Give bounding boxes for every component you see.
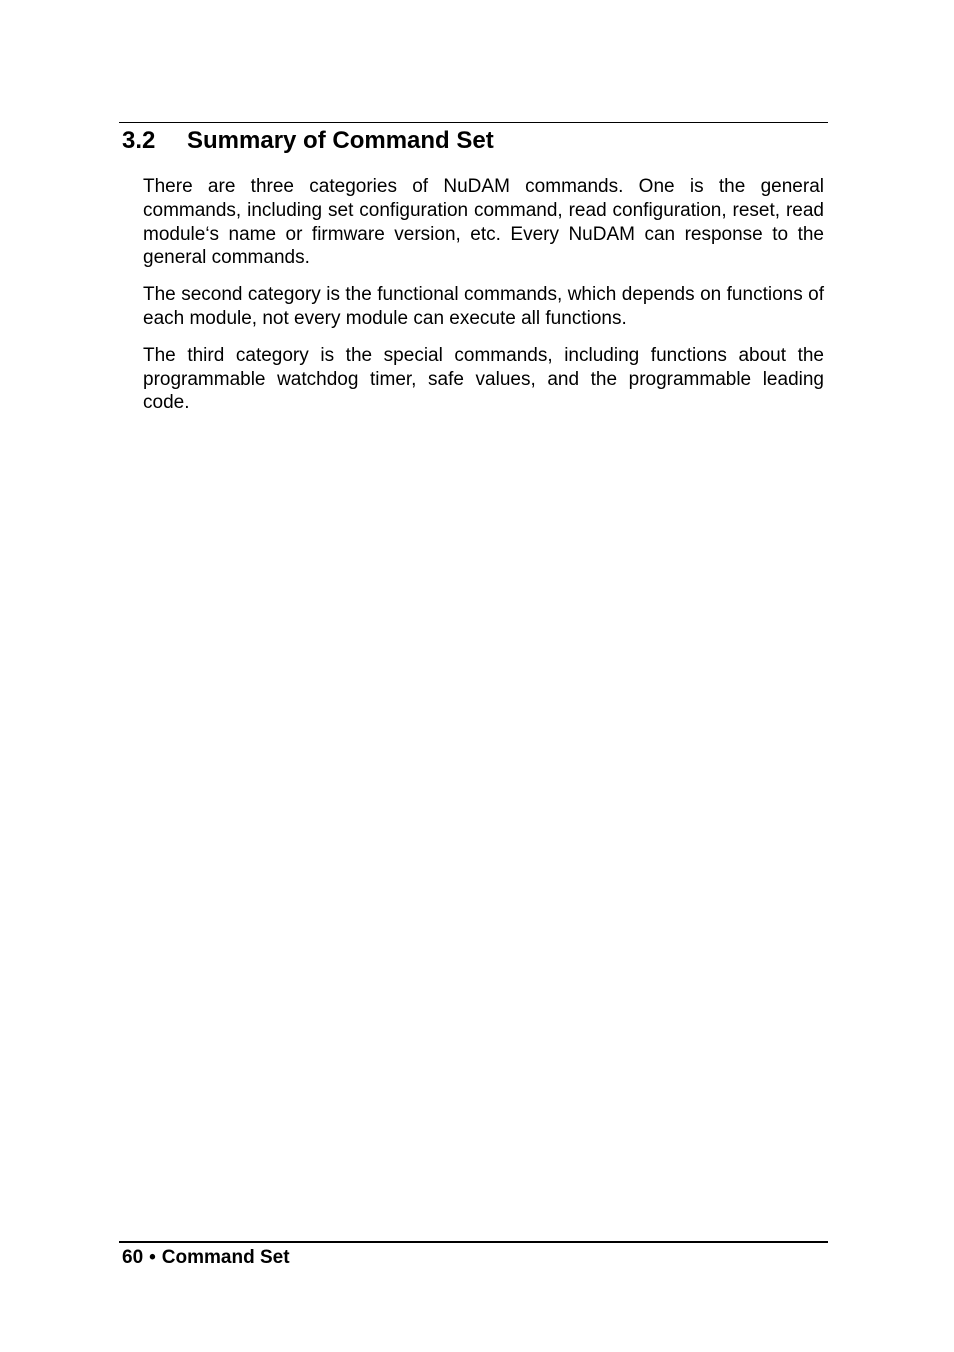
header-rule (119, 122, 828, 123)
paragraph: The third category is the special commands, including functions about the programmable watchdog timer, safe values, and the programmable leading code. (143, 344, 824, 414)
page-footer (122, 1245, 290, 1271)
bullet-separator: • (149, 1247, 156, 1268)
section-heading (122, 125, 822, 157)
chapter-title: Command Set (161, 1247, 290, 1268)
paragraph: The second category is the functional commands, which depends on functions of each module, not every module can execute all functions. (143, 284, 824, 329)
section-number: 3.2 (122, 127, 156, 154)
paragraph: There are three categories of NuDAM commands. One is the general commands, including set configuration command, read configuration, reset, read module‘s name or firmware version, etc. Every NuDAM can response to the general commands. (143, 176, 824, 269)
section-title: Summary of Command Set (187, 127, 494, 154)
footer-rule (119, 1241, 828, 1243)
page-number: 60 (122, 1247, 144, 1268)
body-text (143, 175, 824, 428)
